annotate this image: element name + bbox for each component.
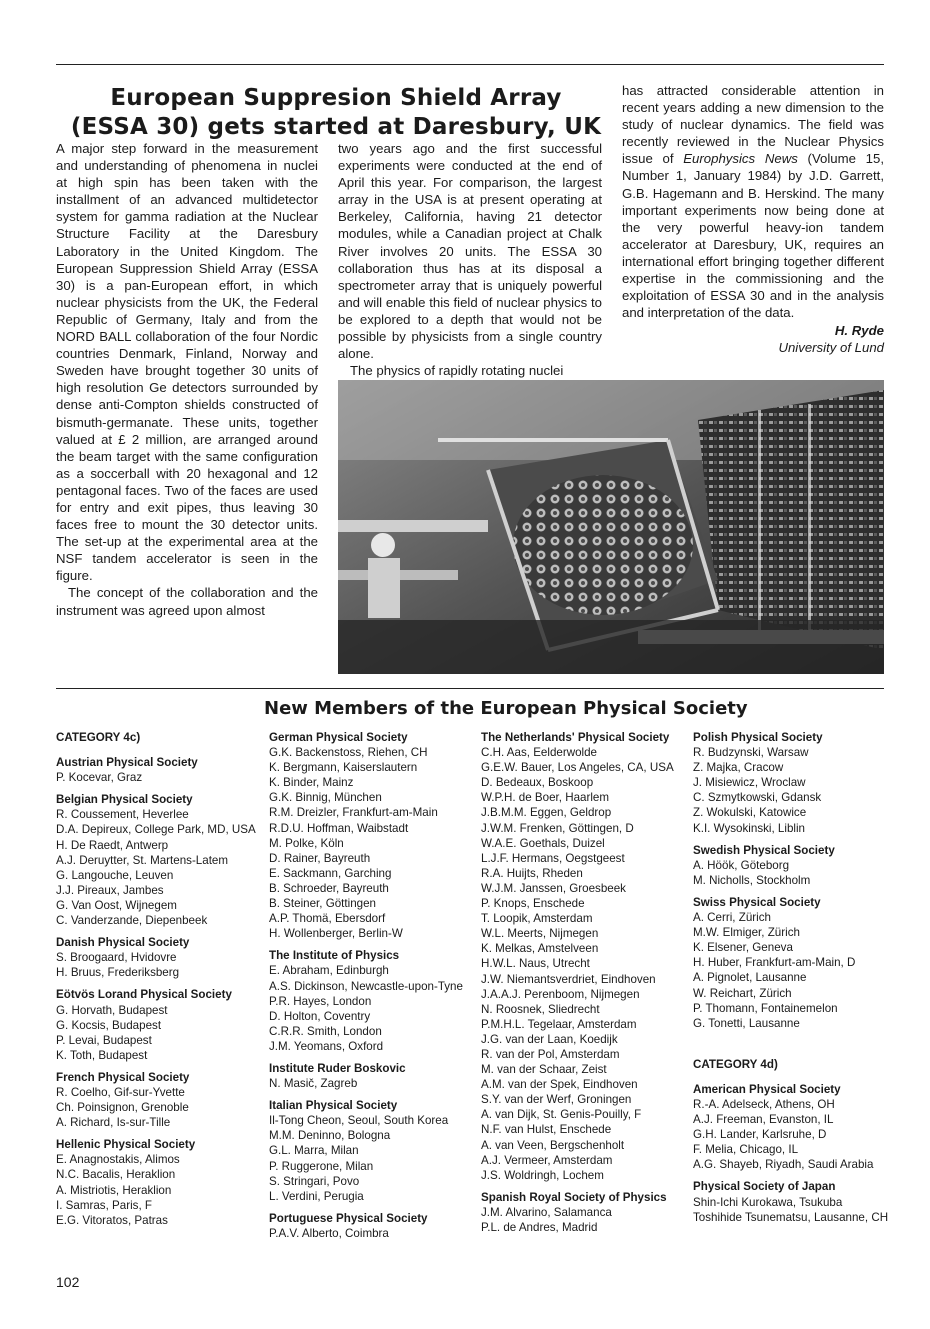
member-entry: H.W.L. Naus, Utrecht: [481, 957, 590, 971]
article-title-line1: European Suppresion Shield Array: [110, 85, 562, 111]
member-entry: L.J.F. Hermans, Oegstgeest: [481, 851, 625, 865]
member-entry: K.I. Wysokinski, Liblin: [693, 821, 806, 835]
category-heading: CATEGORY 4d): [693, 1057, 778, 1071]
member-entry: N. Roosnek, Sliedrecht: [481, 1002, 600, 1016]
member-entry: P. Levai, Budapest: [56, 1033, 152, 1047]
member-entry: G.H. Lander, Karlsruhe, D: [693, 1128, 827, 1142]
member-entry: J.A.A.J. Perenboom, Nijmegen: [481, 987, 640, 1001]
member-entry: Toshihide Tsunematsu, Lausanne, CH: [693, 1210, 889, 1224]
member-entry: W.L. Meerts, Nijmegen: [481, 927, 599, 941]
member-entry: E. Anagnostakis, Alimos: [56, 1153, 180, 1167]
member-entry: R. Budzynski, Warsaw: [693, 746, 809, 760]
member-entry: A.P. Thomä, Ebersdorf: [269, 912, 386, 926]
member-entry: J.W. Niemantsverdriet, Eindhoven: [481, 972, 656, 986]
members-column-4: [693, 730, 893, 1225]
member-entry: P. Thomann, Fontainemelon: [693, 1001, 838, 1015]
member-entry: G.K. Binnig, München: [269, 791, 382, 805]
member-entry: K. Binder, Mainz: [269, 776, 354, 790]
society-heading: Eötvös Lorand Physical Society: [56, 988, 232, 1002]
member-entry: W.A.E. Goethals, Duizel: [481, 836, 605, 850]
article-column-1: [56, 140, 318, 619]
member-entry: G.L. Marra, Milan: [269, 1144, 359, 1158]
member-entry: A.J. Deruytter, St. Martens-Latem: [56, 853, 229, 867]
member-entry: Il-Tong Cheon, Seoul, South Korea: [269, 1114, 449, 1128]
article-column-3: [622, 82, 884, 357]
member-entry: S.Y. van der Werf, Groningen: [481, 1093, 632, 1107]
member-entry: R.A. Huijts, Rheden: [481, 866, 583, 880]
member-entry: B. Steiner, Göttingen: [269, 897, 376, 911]
member-entry: S. Broogaard, Hvidovre: [56, 951, 177, 965]
article-paragraph: two years ago and the first successful experiments were conducted at the end of April this year. For comparison, the largest array in the USA is at present operating at Berkeley, California, having 21 detector modules, while a Canadian project at Chalk River involves 20 units. The ESSA 30 collaboration thus has at its disposal a spectrometer array that is uniquely powerful and will enable this field of nuclear physics to be explored to a depth that would not be possible by physicists from a single country alone.: [338, 141, 602, 362]
member-entry: K. Toth, Budapest: [56, 1048, 148, 1062]
member-entry: A.J. Freeman, Evanston, IL: [693, 1113, 834, 1127]
article-paragraph: [622, 82, 884, 321]
member-entry: A.G. Shayeb, Riyadh, Saudi Arabia: [693, 1158, 874, 1172]
member-entry: K. Elsener, Geneva: [693, 941, 793, 955]
top-rule: [56, 64, 884, 65]
member-entry: I. Samras, Paris, F: [56, 1198, 152, 1212]
member-entry: A. Richard, Is-sur-Tille: [56, 1116, 171, 1130]
journal-name: Europhysics News: [683, 151, 798, 167]
society-heading: Belgian Physical Society: [56, 793, 193, 807]
member-entry: H. Wollenberger, Berlin-W: [269, 927, 403, 941]
society-heading: Portuguese Physical Society: [269, 1211, 428, 1225]
member-entry: J.W.M. Frenken, Göttingen, D: [481, 821, 634, 835]
member-entry: P. Knops, Enschede: [481, 897, 585, 911]
members-column-2: [269, 730, 469, 1241]
member-entry: C. Szmytkowski, Gdansk: [693, 791, 822, 805]
article-column-2: [338, 140, 602, 379]
member-entry: N.C. Bacalis, Heraklion: [56, 1168, 176, 1182]
member-entry: A.S. Dickinson, Newcastle-upon-Tyne: [269, 979, 463, 993]
member-entry: E. Sackmann, Garching: [269, 866, 392, 880]
society-heading: Italian Physical Society: [269, 1099, 398, 1113]
society-heading: French Physical Society: [56, 1070, 190, 1084]
member-entry: P.M.H.L. Tegelaar, Amsterdam: [481, 1017, 637, 1031]
member-entry: W.P.H. de Boer, Haarlem: [481, 791, 610, 805]
society-heading: Institute Ruder Boskovic: [269, 1061, 406, 1075]
article-paragraph: The physics of rapidly rotating nuclei: [350, 363, 564, 379]
author-name: H. Ryde: [834, 323, 884, 339]
member-entry: G.K. Backenstoss, Riehen, CH: [269, 746, 428, 760]
members-section-title: New Members of the European Physical Society: [264, 698, 748, 719]
member-entry: M.M. Deninno, Bologna: [269, 1129, 391, 1143]
member-entry: R. van der Pol, Amsterdam: [481, 1047, 620, 1061]
member-entry: J.S. Woldringh, Lochem: [481, 1168, 604, 1182]
member-entry: D.A. Depireux, College Park, MD, USA: [56, 823, 256, 837]
society-heading: Hellenic Physical Society: [56, 1138, 196, 1152]
member-entry: R. Coelho, Gif-sur-Yvette: [56, 1085, 185, 1099]
member-entry: N. Masič, Zagreb: [269, 1077, 358, 1091]
member-entry: P.L. de Andres, Madrid: [481, 1221, 598, 1234]
member-entry: H. De Raedt, Antwerp: [56, 838, 169, 852]
member-entry: J.G. van der Laan, Koedijk: [481, 1032, 618, 1046]
member-entry: A. Höök, Göteborg: [693, 858, 790, 872]
page-number: 102: [56, 1274, 80, 1290]
member-entry: A. van Dijk, St. Genis-Pouilly, F: [481, 1108, 642, 1122]
member-entry: E.G. Vitoratos, Patras: [56, 1213, 168, 1227]
member-entry: L. Verdini, Perugia: [269, 1189, 364, 1203]
member-entry: G. Horvath, Budapest: [56, 1003, 168, 1017]
category-heading: CATEGORY 4c): [56, 731, 141, 744]
detector-array-photo: [338, 380, 884, 674]
article-paragraph: A major step forward in the measurement and understanding of phenomena in nuclei at high spin has been taken with the installment of an advanced multidetector system for gamma radiation at the Nuclear Structure Facility at the Daresbury Laboratory in the United Kingdom. The European Suppression Shield Array (ESSA 30) is a pan-European effort, in which nuclear physicists from the UK, the Federal Republic of Germany, Italy and from the NORD BALL collaboration of the four Nordic countries Denmark, Finland, Norway and Sweden have brought together 30 units of high resolution Ge detectors surrounded by dense anti-Compton shields constructed of bismuth-germanate. These units, together valued at £ 2 million, are arranged around the beam target with the same configuration as a soccerball with 20 hexagonal and 12 pentagonal faces. Two of the faces are used for entry and exit pipes, thus leaving 30 faces free to mount the 30 detector units. The set-up at the experimental area at the NSF tandem accelerator is seen in the figure.: [56, 141, 318, 584]
member-entry: A.J. Vermeer, Amsterdam: [481, 1153, 613, 1167]
member-entry: K. Bergmann, Kaiserslautern: [269, 761, 418, 775]
society-heading: German Physical Society: [269, 731, 408, 744]
member-entry: G. Tonetti, Lausanne: [693, 1016, 800, 1030]
member-entry: P.R. Hayes, London: [269, 994, 372, 1008]
article-text: (Volume 15, Number 1, January 1984) by J.D. Garrett, G.B. Hagemann and B. Herskind. The many important experiments now being done at the very powerful heavy-ion tandem accelerator at Daresbury, UK, requires an international effort bringing together different expertise in the commissioning and the exploitation of ESSA 30 and in the analysis and interpretation of the data.: [622, 151, 884, 321]
member-entry: N.F. van Hulst, Enschede: [481, 1123, 612, 1137]
detector-array-photo-illustration: [338, 380, 884, 674]
member-entry: Ch. Poinsignon, Grenoble: [56, 1101, 189, 1115]
member-entry: Shin-Ichi Kurokawa, Tsukuba: [693, 1195, 843, 1209]
member-entry: J. Misiewicz, Wroclaw: [693, 776, 806, 790]
section-divider-rule: [56, 688, 884, 689]
member-entry: M. Nicholls, Stockholm: [693, 873, 811, 887]
society-heading: Swiss Physical Society: [693, 895, 821, 909]
member-entry: W.J.M. Janssen, Groesbeek: [481, 881, 626, 895]
member-entry: M. van der Schaar, Zeist: [481, 1063, 607, 1077]
member-entry: M.W. Elmiger, Zürich: [693, 926, 800, 940]
member-entry: G. Langouche, Leuven: [56, 868, 174, 882]
member-entry: A. Cerri, Zürich: [693, 911, 771, 925]
member-entry: T. Loopik, Amsterdam: [481, 912, 593, 926]
article-paragraph: The concept of the collaboration and the instrument was agreed upon almost: [56, 585, 318, 618]
society-heading: Swedish Physical Society: [693, 843, 835, 857]
member-entry: P. Ruggerone, Milan: [269, 1159, 374, 1173]
members-column-3: [481, 730, 691, 1235]
member-entry: R. Coussement, Heverlee: [56, 808, 189, 822]
member-entry: J.J. Pireaux, Jambes: [56, 883, 164, 897]
member-entry: A. van Veen, Bergschenholt: [481, 1138, 625, 1152]
member-entry: S. Stringari, Povo: [269, 1174, 360, 1188]
member-entry: Z. Majka, Cracow: [693, 761, 784, 775]
member-entry: D. Rainer, Bayreuth: [269, 851, 371, 865]
society-heading: American Physical Society: [693, 1082, 841, 1096]
member-entry: A. Mistriotis, Heraklion: [56, 1183, 172, 1197]
member-entry: R.-A. Adelseck, Athens, OH: [693, 1097, 835, 1111]
member-entry: C. Vanderzande, Diepenbeek: [56, 914, 208, 928]
member-entry: A. Pignolet, Lausanne: [693, 971, 807, 985]
society-heading: Austrian Physical Society: [56, 756, 198, 770]
member-entry: R.D.U. Hoffman, Waibstadt: [269, 821, 409, 835]
member-entry: P. Kocevar, Graz: [56, 771, 143, 785]
member-entry: G. Van Oost, Wijnegem: [56, 898, 177, 912]
member-entry: W. Reichart, Zürich: [693, 986, 792, 1000]
member-entry: J.M. Yeomans, Oxford: [269, 1039, 384, 1053]
society-heading: The Netherlands' Physical Society: [481, 731, 670, 744]
member-entry: A.M. van der Spek, Eindhoven: [481, 1078, 638, 1092]
society-heading: Spanish Royal Society of Physics: [481, 1190, 667, 1204]
member-entry: H. Huber, Frankfurt-am-Main, D: [693, 956, 856, 970]
member-entry: E. Abraham, Edinburgh: [269, 964, 389, 978]
society-heading: The Institute of Physics: [269, 949, 400, 963]
member-entry: M. Polke, Köln: [269, 836, 344, 850]
member-entry: B. Schroeder, Bayreuth: [269, 881, 389, 895]
member-entry: H. Bruus, Frederiksberg: [56, 966, 180, 980]
member-entry: P.A.V. Alberto, Coimbra: [269, 1226, 389, 1240]
society-heading: Polish Physical Society: [693, 731, 823, 744]
author-affiliation: University of Lund: [778, 340, 884, 356]
member-entry: Z. Wokulski, Katowice: [693, 806, 807, 820]
member-entry: J.M. Alvarino, Salamanca: [481, 1205, 612, 1219]
member-entry: K. Melkas, Amstelveen: [481, 942, 599, 956]
member-entry: D. Bedeaux, Boskoop: [481, 776, 594, 790]
member-entry: J.B.M.M. Eggen, Geldrop: [481, 806, 612, 820]
member-entry: G.E.W. Bauer, Los Angeles, CA, USA: [481, 761, 674, 775]
member-entry: D. Holton, Coventry: [269, 1009, 371, 1023]
member-entry: C.R.R. Smith, London: [269, 1024, 382, 1038]
member-entry: G. Kocsis, Budapest: [56, 1018, 162, 1032]
article-title: [56, 84, 616, 142]
society-heading: Danish Physical Society: [56, 936, 190, 950]
article-text: has attracted considerable attention in recent years adding a new dimension to the study of nuclear dynamics. The field was recently reviewed in the Nuclear Physics issue of: [622, 83, 884, 167]
members-column-1: [56, 730, 256, 1228]
member-entry: R.M. Dreizler, Frankfurt-am-Main: [269, 806, 438, 820]
article-title-line2: (ESSA 30) gets started at Daresbury, UK: [70, 114, 602, 140]
society-heading: Physical Society of Japan: [693, 1180, 836, 1194]
member-entry: C.H. Aas, Eelderwolde: [481, 746, 597, 760]
member-entry: F. Melia, Chicago, IL: [693, 1143, 799, 1157]
